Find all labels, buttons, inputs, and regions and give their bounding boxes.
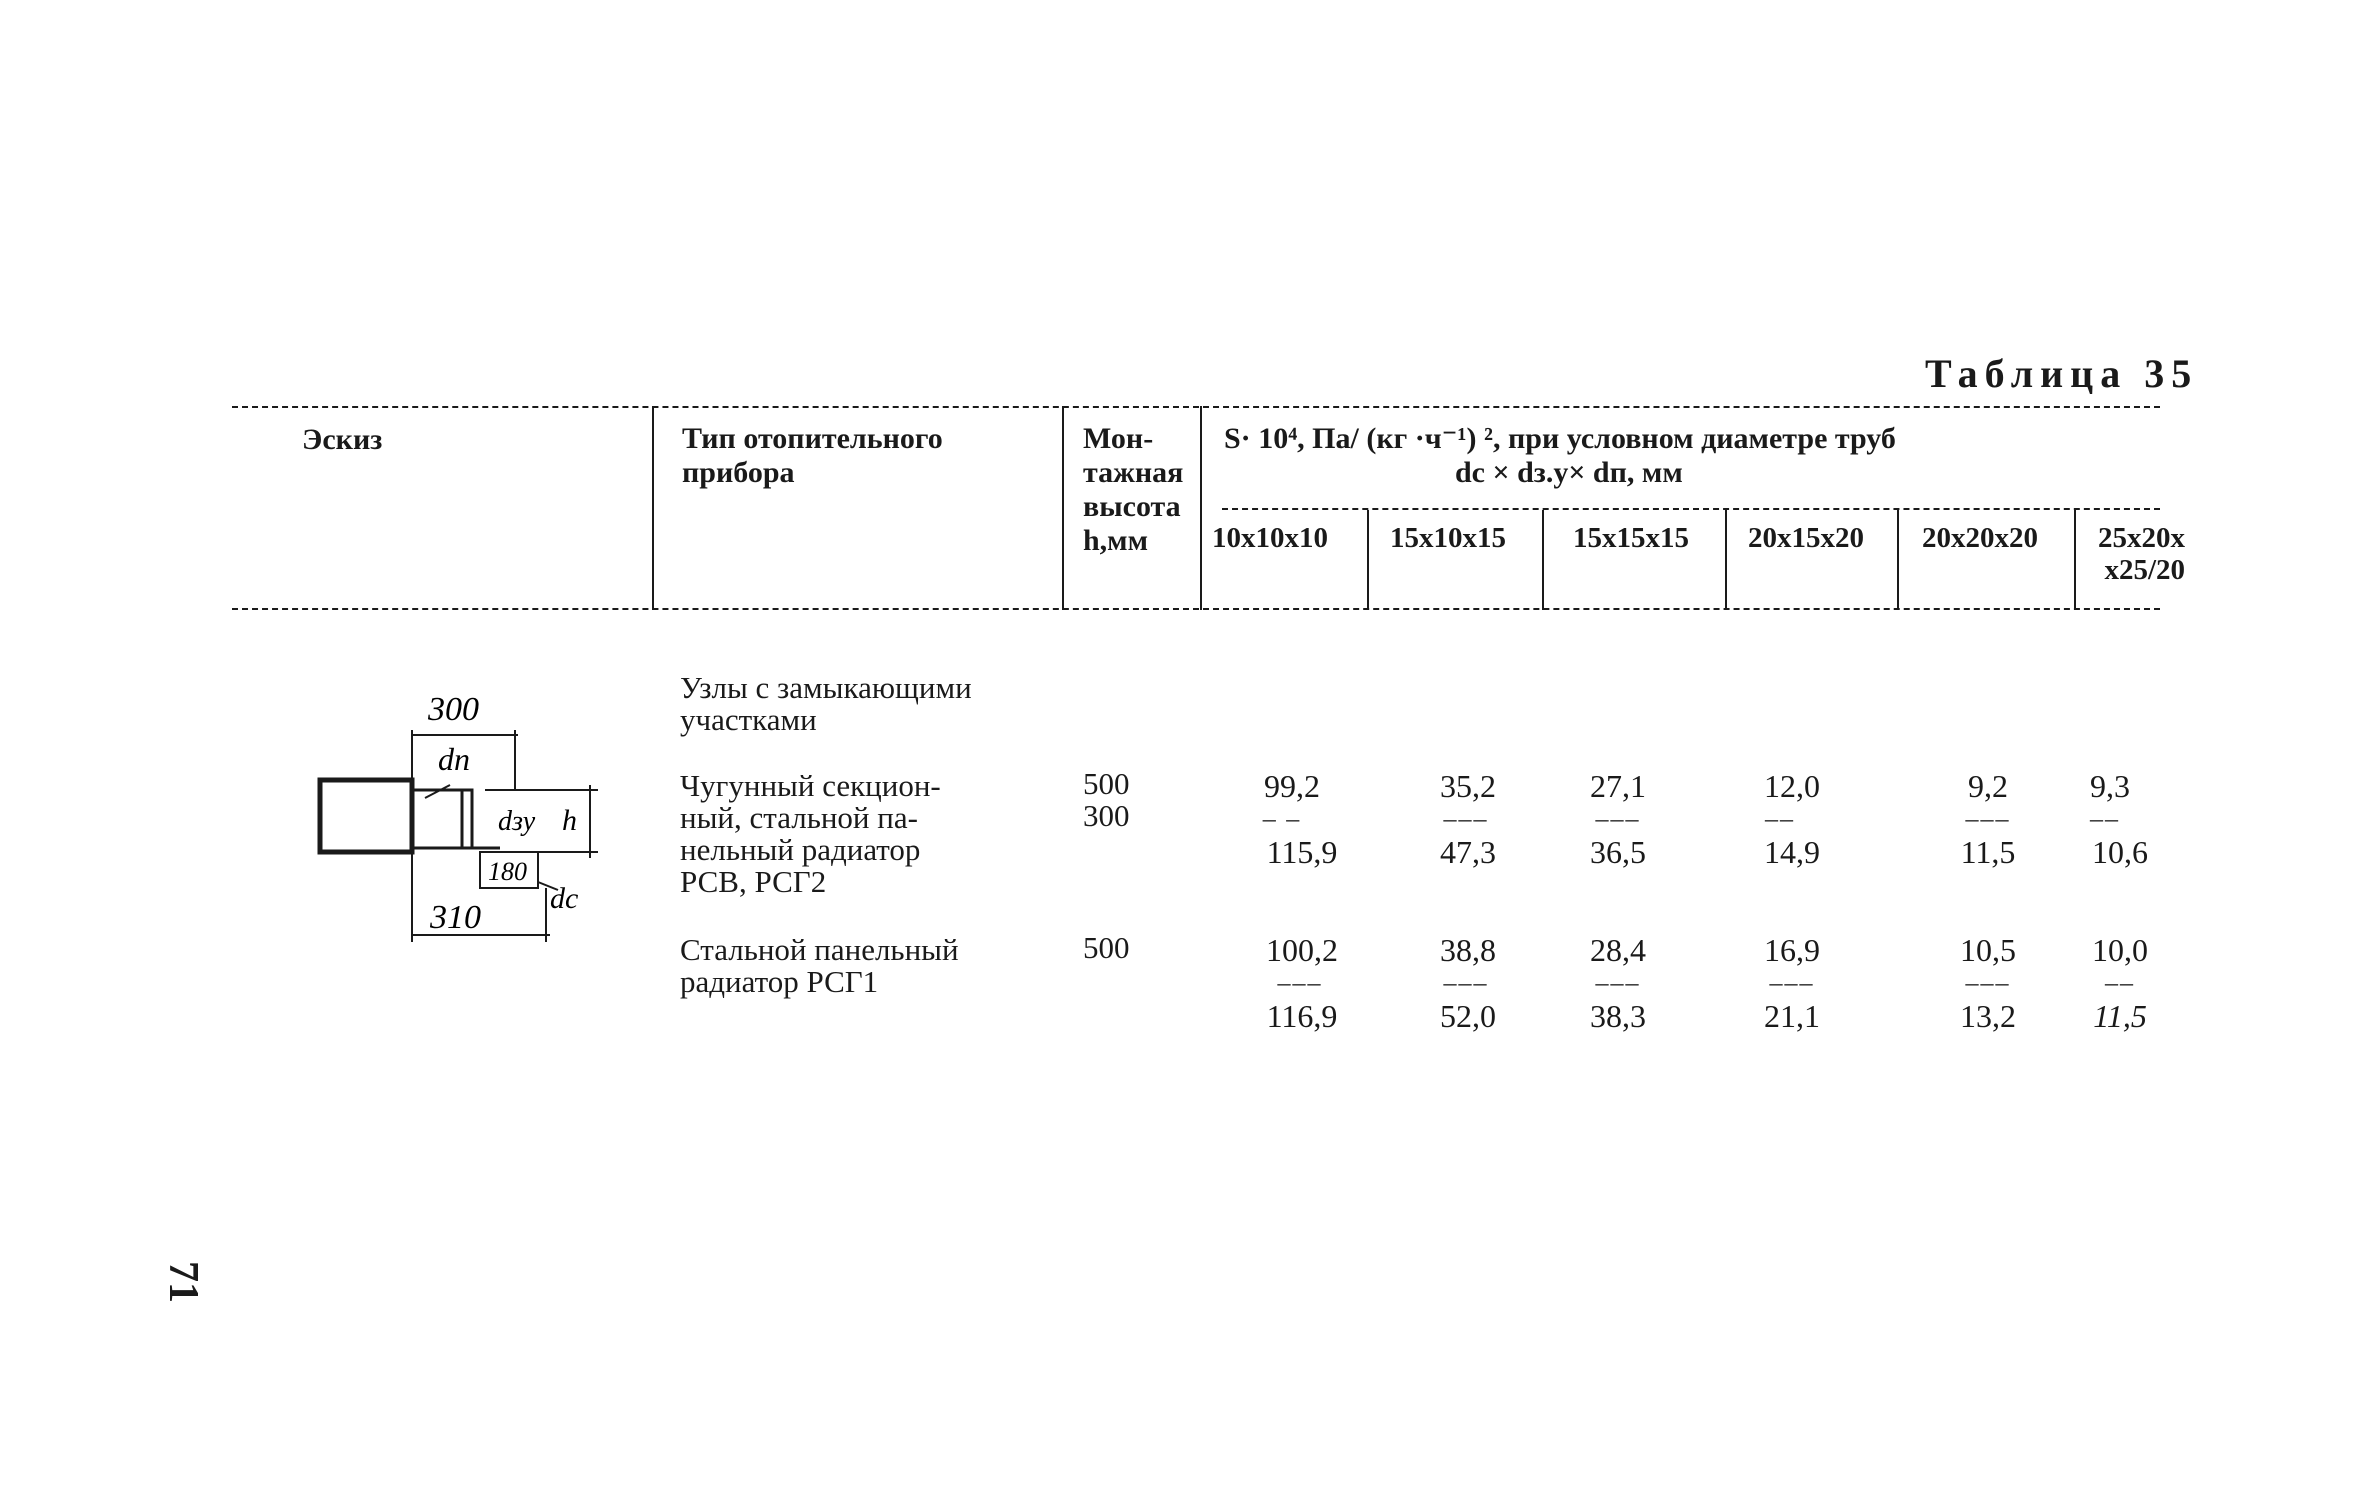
row-2-frac-4: ––– [1769,968,1815,997]
page-number: 71 [160,1261,206,1303]
header-device-type-line1: Тип отопительного [682,422,943,455]
section-title-line1: Узлы с замыкающими [680,670,972,705]
row-2-bottom-5: 13,2 [1960,998,2016,1034]
row-2-top-4: 16,9 [1764,932,1820,968]
row-2-frac-6: –– [2105,968,2135,997]
row-1-frac-1: – – [1262,804,1302,833]
row-1-bottom-3: 36,5 [1590,834,1646,870]
row-2-frac-5: ––– [1965,968,2011,997]
col-sep-5 [1542,510,1544,610]
row-1-frac-6: –– [2090,804,2120,833]
row-1-top-1: 99,2 [1264,768,1320,804]
row-1-frac-5: ––– [1965,804,2011,833]
row-2-bottom-3: 38,3 [1590,998,1646,1034]
row-1-bottom-5: 11,5 [1960,834,2016,870]
header-diam-6: 25x20x x25/20 [2098,522,2185,586]
row-1-name [680,770,941,898]
sketch-label-dc: dc [550,882,579,915]
sketch-label-dzu: dзу [498,806,536,837]
sketch-label-h: h [562,804,577,837]
row-1-bottom-4: 14,9 [1764,834,1820,870]
row-1-top-3: 27,1 [1590,768,1646,804]
row-1-name-line1: Чугунный секцион- [680,768,941,803]
header-diam-2: 15x10x15 [1390,522,1506,554]
row-2-name-line1: Стальной панельный [680,932,959,967]
header-device-type-line2: прибора [682,456,795,489]
row-1-bottom-1: 115,9 [1266,834,1338,870]
header-bottom-rule [232,608,2160,610]
row-1-name-line2: ный, стальной па- [680,800,918,835]
header-height-line1: Мон- [1083,422,1154,455]
sketch-diagram [300,690,620,960]
row-1-bottom-6: 10,6 [2092,834,2148,870]
row-2-frac-2: ––– [1443,968,1489,997]
row-1-height-2: 300 [1083,798,1130,833]
col-sep-7 [1897,510,1899,610]
col-sep-4 [1367,510,1369,610]
row-2-top-2: 38,8 [1440,932,1496,968]
header-sketch: Эскиз [302,423,383,456]
section-title [680,672,972,736]
row-2-bottom-6: 11,5 [2093,998,2147,1034]
row-1-frac-4: –– [1765,804,1795,833]
subheader-rule [1222,508,2160,510]
sketch-label-dp: dп [438,741,470,777]
row-1-frac-2: ––– [1443,804,1489,833]
row-2-bottom-4: 21,1 [1764,998,1820,1034]
row-2-height: 500 [1083,930,1130,965]
sketch-dim-180: 180 [488,857,527,886]
row-2-bottom-1: 116,9 [1266,998,1338,1034]
header-height-line2: тажная [1083,456,1184,489]
row-1-name-line3: нельный радиатор [680,832,921,867]
row-2-top-6: 10,0 [2092,932,2148,968]
row-1-bottom-2: 47,3 [1440,834,1496,870]
row-2-top-3: 28,4 [1590,932,1646,968]
sketch-dim-300: 300 [428,691,479,728]
radiator-rect [320,780,412,852]
header-diam-3: 15x15x15 [1573,522,1689,554]
header-s-label: S· 10⁴, Па/ (кг ·ч⁻¹) ², при условном диаметре труб [1224,422,1896,455]
header-diam-4: 20x15x20 [1748,522,1864,554]
col-sep-2 [1062,406,1064,610]
header-height-line3: высота [1083,490,1181,523]
row-1-height-1: 500 [1083,766,1130,801]
row-2-top-1: 100,2 [1266,932,1338,968]
section-title-line2: участками [680,702,817,737]
row-1-name-line4: РСВ, РСГ2 [680,864,827,899]
col-sep-8 [2074,510,2076,610]
col-sep-6 [1725,510,1727,610]
row-1-frac-3: ––– [1595,804,1641,833]
row-2-name-line2: радиатор РСГ1 [680,964,879,999]
row-2-frac-1: ––– [1277,968,1323,997]
bypass-loop [462,790,472,848]
row-2-frac-3: ––– [1595,968,1641,997]
row-1-top-6: 9,3 [2090,768,2130,804]
header-top-rule [232,406,2160,408]
header-diam-5: 20x20x20 [1922,522,2038,554]
header-height-line4: h,мм [1083,524,1149,557]
row-2-name [680,934,959,998]
row-1-top-4: 12,0 [1764,768,1820,804]
col-sep-3 [1200,406,1202,610]
col-sep-1 [652,406,654,610]
row-2-bottom-2: 52,0 [1440,998,1496,1034]
sketch-dim-310: 310 [430,899,481,936]
row-1-top-2: 35,2 [1440,768,1496,804]
row-1-top-5: 9,2 [1968,768,2008,804]
row-2-top-5: 10,5 [1960,932,2016,968]
header-diam-1: 10x10x10 [1212,522,1328,554]
header-device-type [682,422,943,490]
header-s-sub: dc × dз.у× dп, мм [1455,456,1683,489]
row-1-heights [1083,768,1130,832]
table-title: Таблица 35 [1925,351,2199,396]
header-height [1083,422,1183,558]
